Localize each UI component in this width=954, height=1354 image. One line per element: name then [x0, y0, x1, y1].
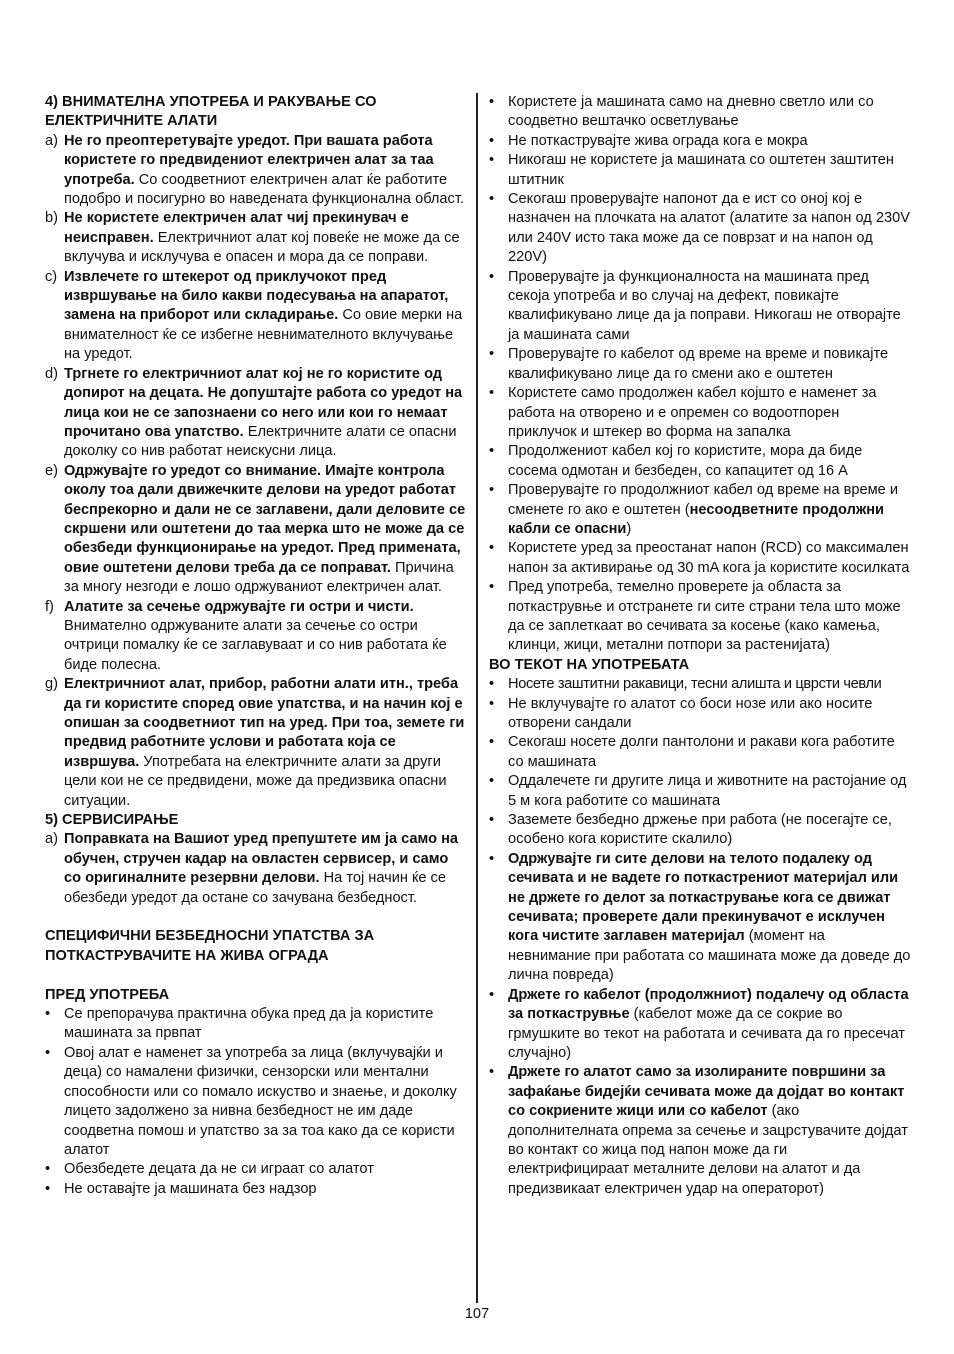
list-marker: • — [45, 1161, 51, 1178]
right-column — [489, 93, 911, 1199]
list-item — [489, 675, 911, 694]
list-item — [489, 539, 911, 578]
item-body: Електричните алати се опасни доколку со нив работат неискусни лица. — [64, 423, 457, 460]
list-marker: • — [489, 579, 495, 596]
left-column — [45, 93, 467, 1199]
item-body: Внимателно одржуваните алати за сечење со остри очтрици помалку ќе се заглавуваат и со нив работата ќе биде полесна. — [64, 617, 447, 673]
item-body: Не поткаструвајте жива ограда кога е мокра — [508, 132, 808, 149]
item-text — [508, 132, 911, 151]
list-marker: • — [489, 695, 495, 712]
list-item — [45, 830, 467, 908]
during-use-list — [489, 675, 911, 1199]
item-text — [508, 733, 911, 772]
list-marker: • — [489, 443, 495, 460]
list-item — [45, 209, 467, 267]
item-text — [64, 365, 467, 462]
list-item — [489, 93, 911, 132]
list-marker: • — [45, 1180, 51, 1197]
item-text — [64, 1005, 467, 1044]
list-marker: • — [489, 850, 495, 867]
item-text — [508, 345, 911, 384]
section-4-list — [45, 132, 467, 811]
item-text — [64, 462, 467, 598]
item-emphasis: Не користете електричен алат чиј прекинувач е неисправен. — [64, 210, 409, 246]
item-emphasis: несоодветните продолжни кабли се опасни — [508, 501, 884, 537]
item-body: Секогаш носете долги пантолони и ракави кога работите со машината — [508, 734, 895, 770]
item-body: Проверувајте го продолжниот кабел од време на време и сменете го ако е оштетен ( — [508, 482, 898, 518]
item-body: Не оставајте ја машината без надзор — [64, 1180, 317, 1197]
item-body: Не вклучувајте го алатот со боси нозе или ако носите отворени сандали — [508, 695, 873, 731]
before-use-list — [45, 1005, 467, 1199]
page-number: 107 — [464, 1306, 490, 1322]
item-body: Проверувајте го кабелот од време на време и повикајте квалификувано лице да го смени ако е оштетен — [508, 346, 889, 382]
item-emphasis: Алатите за сечење одржувајте ги остри и чисти. — [64, 598, 414, 615]
specific-safety-heading: СПЕЦИФИЧНИ БЕЗБЕДНОСНИ УПАТСТВА ЗА ПОТКАСТРУВАЧИТЕ НА ЖИВА ОГРАДА — [45, 928, 375, 964]
item-body: Обезбедете децата да не си играат со алатот — [64, 1161, 374, 1178]
item-body: Се препорачува практична обука пред да ја користите машината за првпат — [64, 1006, 434, 1042]
list-marker: • — [489, 132, 495, 149]
item-text — [64, 132, 467, 210]
item-text — [508, 384, 911, 442]
item-body: Употребата на електричните алати за други цели кои не се предвидени, може да предизвика опасни ситуации. — [64, 753, 447, 809]
list-item — [45, 1044, 467, 1160]
item-text — [508, 190, 911, 268]
item-text — [64, 268, 467, 365]
list-item — [45, 365, 467, 462]
list-marker: • — [489, 773, 495, 790]
list-marker: a) — [45, 831, 58, 848]
list-marker: d) — [45, 365, 58, 382]
item-body: Секогаш проверувајте напонот да е ист со оној кој е назначен на плочката на алатот (алатите за напон од 230V или 240V исто така може да се поврзат и на напон од 220V) — [508, 191, 910, 266]
item-body: Користете само продолжен кабел којшто е наменет за работа на отворено и е опремен со водоотпорен приклучок и штекер во форма на запалка — [508, 385, 877, 440]
item-text — [508, 811, 911, 850]
item-text — [508, 481, 911, 539]
item-emphasis: Држете го кабелот (продолжниот) подалечу од областа за поткаструвње — [508, 986, 909, 1023]
list-item — [489, 578, 911, 656]
item-text — [64, 830, 467, 908]
item-emphasis: Одржувајте ги сите делови на телото подалеку од сечивата и не вадете го поткастрениот материјал или не држете го делот за поткастрување кога се движат сечивата; проверете дали прекинувачот е исклучен кога чистите заглавен материјал — [508, 850, 899, 945]
item-body: Користете ја машината само на дневно светло или со соодветно вештачко осветлување — [508, 94, 874, 130]
list-marker: • — [489, 191, 495, 208]
item-text — [508, 151, 911, 190]
list-marker: b) — [45, 210, 58, 227]
list-marker: • — [489, 986, 495, 1003]
item-text — [64, 675, 467, 811]
list-item — [45, 462, 467, 598]
section-5-list — [45, 830, 467, 908]
list-item — [489, 772, 911, 811]
item-text — [508, 539, 911, 578]
item-text — [508, 578, 911, 656]
list-marker: • — [489, 385, 495, 402]
item-text — [508, 675, 911, 694]
list-item — [489, 190, 911, 268]
item-body: Проверувајте ја функционалноста на машината пред секоја употреба и во случај на дефект, повикајте квалификувано лице да ја поправи. Никогаш не отворајте ја машината сами — [508, 268, 901, 343]
item-body: Никогаш не користете ја машината со оштетен заштитен штитник — [508, 152, 894, 188]
list-item — [489, 268, 911, 346]
list-item — [489, 850, 911, 986]
list-item — [489, 986, 911, 1064]
list-marker: • — [489, 268, 495, 285]
item-body: Електричниот алат кој повеќе не може да се вклучува и исклучува е опасен и мора да се поправи. — [64, 229, 460, 266]
item-body: Користете уред за преостанат напон (RCD) со максимален напон за активирање од 30 mA кога ја користите косилката — [508, 540, 910, 576]
item-text — [508, 1063, 911, 1199]
item-text — [64, 1160, 467, 1179]
list-item — [45, 1160, 467, 1179]
item-text — [64, 598, 467, 676]
list-marker: • — [489, 676, 495, 693]
list-item — [489, 151, 911, 190]
list-marker: f) — [45, 598, 54, 615]
list-marker: • — [489, 482, 495, 499]
item-body: Продолжениот кабел кој го користите, мора да биде сосема одмотан и безбеден, со капацитет од 16 А — [508, 443, 863, 479]
item-body: Овој алат е наменет за употреба за лица (вклучувајќи и деца) со намалени физички, сензорски или ментални способности или со помало искуство и знаење, и доколку лицето задолжено за нивна безбедност не им даде соодветна помош и упатство за за тоа како да се користи алатот — [64, 1044, 457, 1158]
list-item — [489, 442, 911, 481]
item-text — [508, 772, 911, 811]
item-emphasis: Извлечете го штекерот од приклучокот пред извршување на било какви подесувања на апаратот, замена на приборот или складирање. — [64, 268, 449, 324]
spacer — [45, 966, 467, 985]
list-item — [489, 384, 911, 442]
item-closing: ) — [626, 520, 632, 537]
item-emphasis: Електричниот алат, прибор, работни алати итн., треба да ги користите според овие упатства, и на начин кој е опишан за соодветниот тип на уред. При тоа, земете ги предвид работните услови и работата која се извршува. — [64, 676, 465, 770]
item-text — [508, 695, 911, 734]
item-emphasis: Поправката на Вашиот уред препуштете им ја само на обучен, стручен кадар на овластен сервисер, и само со оригиналните резервни делови. — [64, 831, 459, 887]
list-marker: • — [489, 812, 495, 829]
item-emphasis: Одржувајте го уредот со внимание. Имајте контрола околу тоа дали движечките делови на уредот работат беспрекорно и дали не се заглавени, дали деловите се скршени или оштетени до таа мерка што не може да се обезбеди функционирање на уредот. Пред примената, овие оштетени делови треба да се поправат. — [64, 462, 466, 576]
item-text — [64, 1044, 467, 1160]
item-emphasis: Тргнете го електричниот алат кој не го користите од допирот на децата. Не допуштајте работа со уредот на лица кои не се запознаени со него или кои го немаат прочитано ова упатство. — [64, 365, 463, 440]
list-item — [45, 1005, 467, 1044]
list-marker: c) — [45, 268, 58, 285]
item-text — [508, 93, 911, 132]
item-body: (момент на невнимание при работата со машината може да доведе до лична повреда) — [508, 928, 911, 984]
list-item — [489, 132, 911, 151]
spacer — [45, 908, 467, 927]
item-body: Причина за многу незгоди е лошо одржуваниот електричен алат. — [64, 559, 454, 596]
list-marker: • — [489, 1064, 495, 1081]
list-item — [45, 268, 467, 365]
item-body: На тој начин ќе се обезбеди уредот да остане со зачувана безбедност. — [64, 870, 446, 906]
column-divider — [476, 93, 478, 1303]
before-use-heading: ПРЕД УПОТРЕБА — [45, 986, 170, 1003]
during-use-heading: ВО ТЕКОТ НА УПОТРЕБАТА — [489, 656, 690, 673]
list-item — [45, 1180, 467, 1199]
item-text — [508, 268, 911, 346]
item-body: (кабелот може да се сокрие во грмушките во текот на работата и сечивата да го пресечат случајно) — [508, 1006, 905, 1061]
item-body: Носете заштитни ракавици, тесни алишта и цврсти чевли — [508, 676, 882, 693]
list-marker: • — [489, 346, 495, 363]
item-body: Со соодветниот електричен алат ќе работите подобро и посигурно во наведената функционална област. — [64, 171, 464, 208]
list-marker: g) — [45, 676, 58, 693]
list-item — [45, 675, 467, 811]
list-marker: • — [489, 152, 495, 169]
section-4-heading: 4) ВНИМАТЕЛНА УПОТРЕБА И РАКУВАЊЕ СО ЕЛЕКТРИЧНИТЕ АЛАТИ — [45, 94, 377, 130]
list-item — [489, 811, 911, 850]
list-item — [489, 1063, 911, 1199]
list-item — [45, 598, 467, 676]
section-5-heading: 5) СЕРВИСИРАЊЕ — [45, 812, 179, 829]
list-item — [489, 695, 911, 734]
item-text — [508, 986, 911, 1064]
item-emphasis: Држете го алатот само за изолираните површини за зафаќање бидејќи сечивата може да дојдат во контакт со сокриените жици или со кабелот — [508, 1064, 905, 1120]
item-text — [508, 442, 911, 481]
item-body: Оддалечете ги другите лица и животните на растојание од 5 м кога работите со машината — [508, 773, 907, 809]
list-marker: a) — [45, 132, 58, 149]
before-use-list-continued — [489, 93, 911, 656]
list-marker: • — [45, 1006, 51, 1023]
item-emphasis: Не го преоптеретувајте уредот. При вашата работа користете го предвидениот електричен алат за таа употреба. — [64, 132, 434, 188]
list-marker: • — [489, 540, 495, 557]
item-body: Заземете безбедно држење при работа (не посегајте се, особено кога користите скалило) — [508, 812, 892, 848]
list-item — [489, 481, 911, 539]
list-item — [45, 132, 467, 210]
item-body: (ако дополнителната опрема за сечење и зацрстувачите дојдат во контакт со жица под напон може да ги електрифицираат металните делови на алатот и да предизвикаат електричен удар на операторот) — [508, 1103, 908, 1197]
item-body: Пред употреба, темелно проверете ја областа за поткаструвње и отстранете ги сите страни тела што може да се заплеткаат во сечивата за косење (како камења, клинци, жици, метални потпори за растенијата) — [508, 579, 901, 654]
list-item — [489, 345, 911, 384]
list-marker: • — [489, 94, 495, 110]
list-marker: • — [489, 734, 495, 751]
list-item — [489, 733, 911, 772]
item-text — [508, 850, 911, 986]
item-text — [64, 1180, 467, 1199]
item-text — [64, 209, 467, 267]
list-marker: e) — [45, 462, 58, 479]
list-marker: • — [45, 1044, 51, 1061]
item-body: Со овие мерки на внимателност ќе се избегне невнимателното вклучување на уредот. — [64, 307, 463, 363]
